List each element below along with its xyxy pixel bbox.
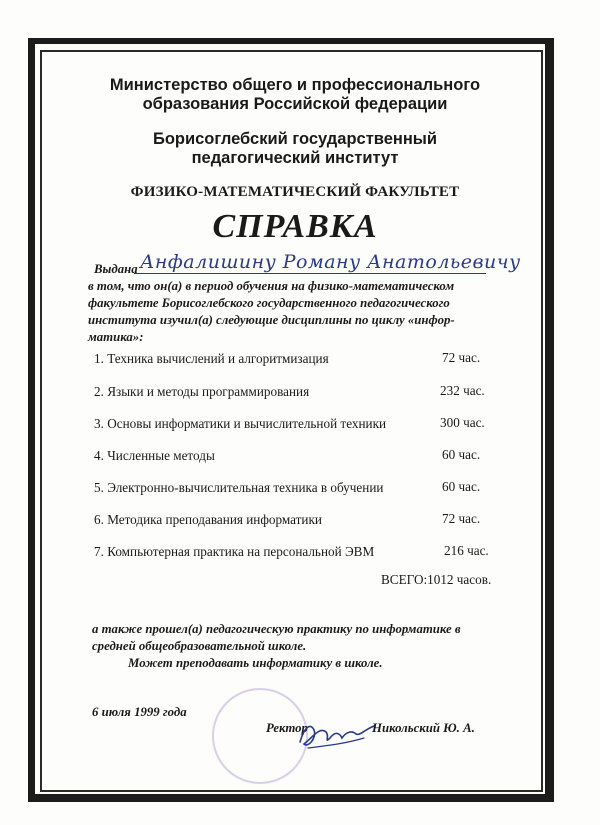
practice-line-2: средней общеобразовательной школе. <box>92 639 307 653</box>
ministry-line-2: образования Российской федерации <box>142 95 448 113</box>
issued-label: Выдана <box>94 262 138 276</box>
course-hours: 72 час. <box>442 350 481 365</box>
course-name: 4. Численные методы <box>94 448 215 463</box>
course-hours: 72 час. <box>442 511 481 526</box>
practice-line-1: а также прошел(а) педагогическую практику по информатике в <box>92 622 461 636</box>
course-name: 1. Техника вычислений и алгоритмизация <box>94 351 329 366</box>
total-hours: ВСЕГО:1012 часов. <box>381 572 492 587</box>
course-name: 3. Основы информатики и вычислительной техники <box>94 416 387 431</box>
institute-line-1: Борисоглебский государственный <box>152 130 438 148</box>
recipient-underline <box>134 273 486 274</box>
institute-line-2: педагогический институт <box>191 149 399 167</box>
body-line-4: матика»: <box>88 330 144 344</box>
ministry-line-1: Министерство общего и профессионального <box>109 76 481 94</box>
rector-name: Никольский Ю. А. <box>372 721 475 735</box>
course-hours: 60 час. <box>442 447 481 462</box>
course-hours: 60 час. <box>442 479 481 494</box>
rector-label: Ректор <box>266 721 308 735</box>
course-name: 5. Электронно-вычислительная техника в обучении <box>94 480 384 495</box>
body-line-2: факультете Борисоглебского государственного педагогического <box>88 296 450 310</box>
recipient-name: Анфалишину Роману Анатольевичу <box>140 251 521 273</box>
body-line-3: института изучил(а) следующие дисциплины по циклу «инфор- <box>88 313 455 327</box>
course-hours: 232 час. <box>440 383 485 398</box>
course-name: 2. Языки и методы программирования <box>94 384 310 399</box>
document-title: СПРАВКА <box>212 208 378 245</box>
body-line-1: в том, что он(а) в период обучения на физико-математическом <box>88 279 455 293</box>
course-hours: 216 час. <box>444 543 489 558</box>
practice-line-3: Может преподавать информатику в школе. <box>128 656 383 670</box>
course-name: 6. Методика преподавания информатики <box>94 512 322 527</box>
rector-signature <box>294 708 382 756</box>
course-name: 7. Компьютерная практика на персональной ЭВМ <box>94 544 375 559</box>
faculty-heading: ФИЗИКО-МАТЕМАТИЧЕСКИЙ ФАКУЛЬТЕТ <box>130 184 460 200</box>
issue-date: 6 июля 1999 года <box>92 705 187 719</box>
course-hours: 300 час. <box>440 415 485 430</box>
